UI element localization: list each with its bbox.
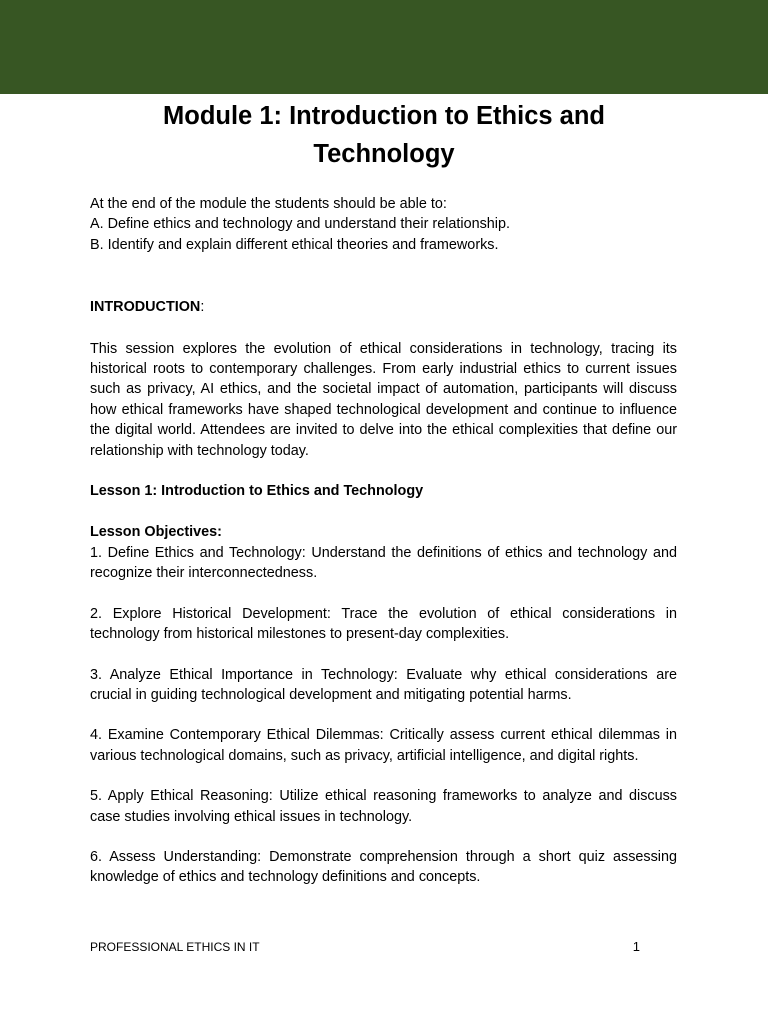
lesson-title: Lesson 1: Introduction to Ethics and Technology [90,483,424,500]
introduction-heading-text: INTRODUCTION [90,299,201,316]
introduction-paragraph: This session explores the evolution of ethical considerations in technology, tracing its historical roots to contemporary challenges. From early industrial ethics to current issues such as privacy, AI ethics, and the societal impact of automation, participants will discuss how ethical frameworks have shaped technological development and continue to influence the digital world. Attendees are invited to delve into the ethical complexities that define our relationship with technology today. [90,340,677,459]
objective-item-3: 3. Analyze Ethical Importance in Technology: Evaluate why ethical considerations are crucial in guiding technological development and mitigating potential harms. [90,666,677,703]
page-title [90,97,678,173]
page-title-line-1: Module 1: Introduction to Ethics and [163,102,605,130]
objective-item-4: 4. Examine Contemporary Ethical Dilemmas: Critically assess current ethical dilemmas in various technological domains, such as privacy, artificial intelligence, and digital rights. [90,727,677,764]
objective-item-5: 5. Apply Ethical Reasoning: Utilize ethical reasoning frameworks to analyze and discuss case studies involving ethical issues in technology. [90,788,677,825]
objective-item-2: 2. Explore Historical Development: Trace the evolution of ethical considerations in technology from historical milestones to present-day complexities. [90,605,677,643]
page-number: 1 [632,939,640,954]
introduction-heading-colon: : [200,299,205,316]
objective-item-1: 1. Define Ethics and Technology: Understand the definitions of ethics and technology and recognize their interconnectedness. [90,544,677,582]
outcome-item-a: A. Define ethics and technology and understand their relationship. [90,216,510,233]
header-banner [0,0,768,94]
document-body [90,194,677,888]
introduction-heading [90,297,677,317]
page-title-line-2: Technology [313,140,455,168]
outcomes-lead: At the end of the module the students should be able to: [90,196,447,212]
footer-label: PROFESSIONAL ETHICS IN IT [90,940,260,954]
outcome-item-b: B. Identify and explain different ethical theories and frameworks. [90,236,499,253]
objective-item-6: 6. Assess Understanding: Demonstrate comprehension through a short quiz assessing knowledge of ethics and technology definitions and concepts. [90,848,677,886]
lesson-objectives-heading: Lesson Objectives: [90,524,222,541]
